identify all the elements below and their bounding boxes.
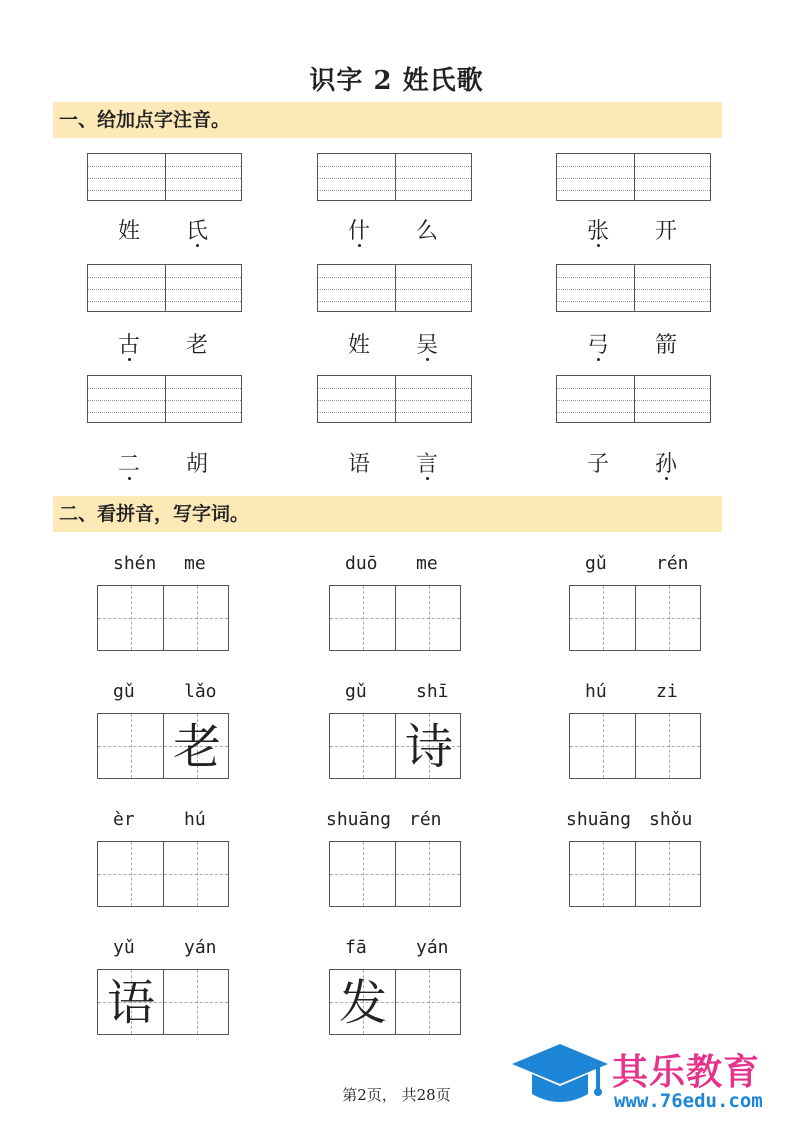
- written-character: [330, 588, 396, 650]
- box-divider: [165, 265, 166, 311]
- written-character: [396, 844, 462, 906]
- writing-grid[interactable]: [569, 841, 701, 907]
- pinyin-box[interactable]: [556, 153, 711, 201]
- pinyin-first: gǔ: [345, 681, 367, 702]
- emphasis-dot: [665, 477, 668, 480]
- pinyin-first: shuāng: [566, 809, 632, 830]
- section2-heading: 二、看拼音，写字词。: [53, 496, 722, 532]
- pinyin-box[interactable]: [556, 375, 711, 423]
- character: 张: [586, 219, 609, 244]
- written-character: 语: [106, 975, 155, 1031]
- written-character: 老: [172, 719, 221, 775]
- pinyin-second: me: [184, 553, 206, 574]
- character: 古: [117, 333, 140, 358]
- box-divider: [634, 376, 635, 422]
- pinyin-second: me: [416, 553, 438, 574]
- written-character: [98, 588, 164, 650]
- writing-grid[interactable]: [97, 841, 229, 907]
- pinyin-box[interactable]: [556, 264, 711, 312]
- logo-name: 其乐教育: [612, 1052, 761, 1093]
- written-character: [164, 588, 230, 650]
- written-character: 发: [338, 975, 387, 1031]
- character: 孙: [654, 452, 677, 477]
- written-character: [396, 972, 462, 1034]
- graduation-cap-icon: [510, 1040, 610, 1110]
- written-character: [636, 588, 702, 650]
- written-character: [98, 716, 164, 778]
- emphasis-dot: [426, 358, 429, 361]
- pinyin-second: hú: [184, 809, 206, 830]
- character: 老: [185, 333, 208, 358]
- box-divider: [165, 154, 166, 200]
- character: 姓: [347, 333, 370, 358]
- writing-grid[interactable]: [97, 713, 229, 779]
- pinyin-first: yǔ: [113, 937, 135, 958]
- written-character: [330, 716, 396, 778]
- written-character: [570, 844, 636, 906]
- character: 什: [347, 219, 370, 244]
- writing-grid[interactable]: [97, 585, 229, 651]
- pinyin-box[interactable]: [317, 375, 472, 423]
- writing-grid[interactable]: [97, 969, 229, 1035]
- character: 么: [415, 219, 438, 244]
- writing-grid[interactable]: [569, 713, 701, 779]
- emphasis-dot: [128, 477, 131, 480]
- box-divider: [395, 154, 396, 200]
- pinyin-box[interactable]: [87, 153, 242, 201]
- written-character: [98, 844, 164, 906]
- box-divider: [395, 376, 396, 422]
- writing-grid[interactable]: [329, 841, 461, 907]
- character: 胡: [185, 452, 208, 477]
- character: 子: [586, 452, 609, 477]
- writing-grid[interactable]: [569, 585, 701, 651]
- written-character: [636, 716, 702, 778]
- emphasis-dot: [128, 358, 131, 361]
- character: 氏: [185, 219, 208, 244]
- character: 弓: [586, 333, 609, 358]
- written-character: [330, 844, 396, 906]
- pinyin-second: rén: [409, 809, 442, 830]
- page-footer: 第2页， 共28页: [342, 1086, 451, 1104]
- writing-grid[interactable]: [329, 713, 461, 779]
- pinyin-box[interactable]: [87, 264, 242, 312]
- written-character: [396, 588, 462, 650]
- written-character: [570, 588, 636, 650]
- pinyin-first: èr: [113, 809, 135, 830]
- page-title: 识字 2 姓氏歌: [309, 66, 484, 96]
- character: 姓: [117, 219, 140, 244]
- pinyin-box[interactable]: [87, 375, 242, 423]
- emphasis-dot: [597, 244, 600, 247]
- pinyin-second: zi: [656, 681, 678, 702]
- character: 箭: [654, 333, 677, 358]
- pinyin-first: fā: [345, 937, 367, 958]
- pinyin-first: gǔ: [585, 553, 607, 574]
- box-divider: [165, 376, 166, 422]
- pinyin-first: shén: [113, 553, 157, 574]
- written-character: [164, 844, 230, 906]
- character: 语: [347, 452, 370, 477]
- written-character: 诗: [404, 719, 453, 775]
- pinyin-box[interactable]: [317, 153, 472, 201]
- pinyin-first: hú: [585, 681, 607, 702]
- pinyin-first: duō: [345, 553, 378, 574]
- pinyin-second: lǎo: [184, 681, 217, 702]
- section1-heading: 一、给加点字注音。: [53, 102, 722, 138]
- pinyin-second: yán: [184, 937, 217, 958]
- box-divider: [634, 154, 635, 200]
- character: 言: [415, 452, 438, 477]
- character: 二: [117, 452, 140, 477]
- emphasis-dot: [597, 358, 600, 361]
- written-character: [570, 716, 636, 778]
- box-divider: [395, 265, 396, 311]
- emphasis-dot: [196, 244, 199, 247]
- written-character: [636, 844, 702, 906]
- pinyin-first: gǔ: [113, 681, 135, 702]
- pinyin-second: rén: [656, 553, 689, 574]
- writing-grid[interactable]: [329, 969, 461, 1035]
- written-character: [164, 972, 230, 1034]
- pinyin-first: shuāng: [326, 809, 392, 830]
- box-divider: [634, 265, 635, 311]
- character: 吴: [415, 333, 438, 358]
- pinyin-second: shī: [416, 681, 449, 702]
- pinyin-second: yán: [416, 937, 449, 958]
- emphasis-dot: [426, 477, 429, 480]
- emphasis-dot: [358, 244, 361, 247]
- pinyin-box[interactable]: [317, 264, 472, 312]
- pinyin-second: shǒu: [649, 809, 693, 830]
- writing-grid[interactable]: [329, 585, 461, 651]
- character: 开: [654, 219, 677, 244]
- logo-url: www.76edu.com: [614, 1090, 763, 1112]
